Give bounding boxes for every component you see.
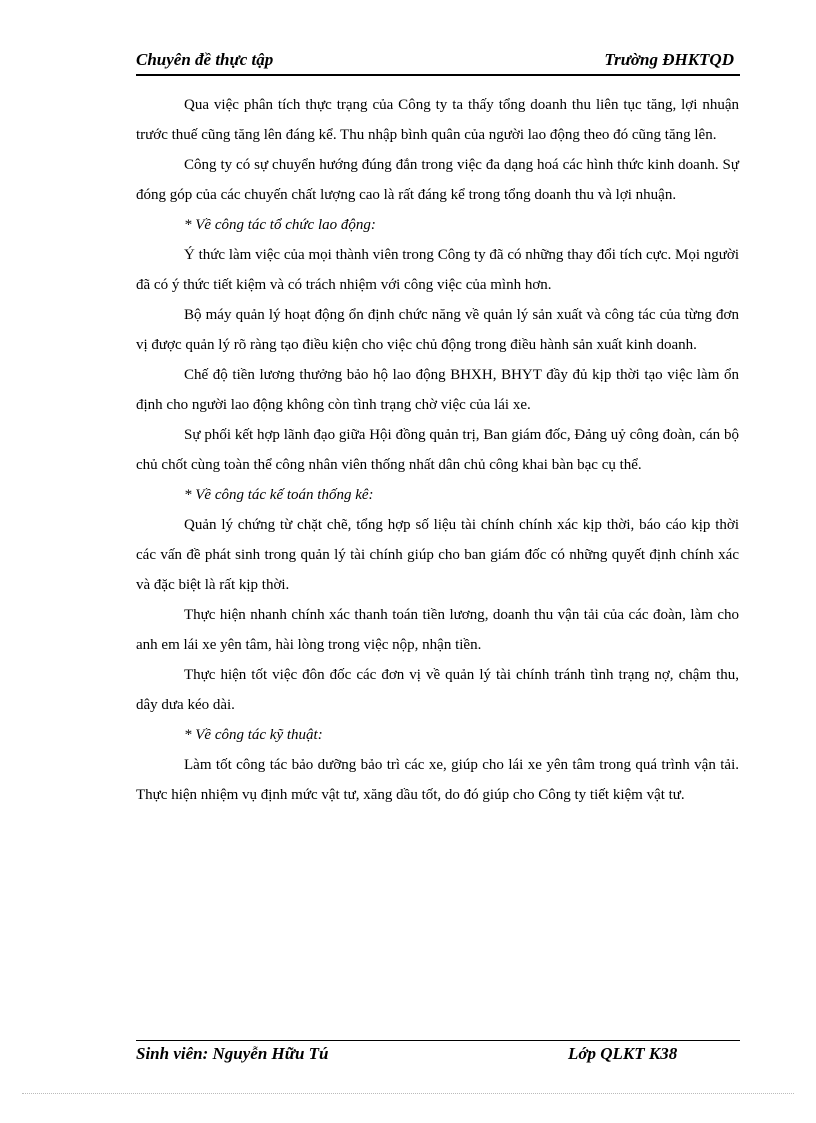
page-footer xyxy=(136,1040,740,1069)
paragraph: Quản lý chứng từ chặt chẽ, tổng hợp số liệu tài chính chính xác kịp thời, báo cáo kịp thời các vấn đề phát sinh trong quản lý tài chính giúp cho ban giám đốc có những quyết định chính xác và đặc biệt là rất kịp thời. xyxy=(136,517,739,593)
page-bottom-divider xyxy=(22,1093,794,1094)
section-heading: * Về công tác tổ chức lao động: xyxy=(184,217,376,233)
paragraph: Thực hiện tốt việc đôn đốc các đơn vị về quản lý tài chính tránh tình trạng nợ, chậm thu, dây dưa kéo dài. xyxy=(136,667,739,713)
document-body xyxy=(136,90,739,810)
paragraph: Thực hiện nhanh chính xác thanh toán tiền lương, doanh thu vận tải của các đoàn, làm cho anh em lái xe yên tâm, hài lòng trong việc nộp, nhận tiền. xyxy=(136,607,739,653)
paragraph: Làm tốt công tác bảo dưỡng bảo trì các xe, giúp cho lái xe yên tâm trong quá trình vận tải. Thực hiện nhiệm vụ định mức vật tư, xăng dầu tốt, do đó giúp cho Công ty tiết kiệm vật tư. xyxy=(136,757,739,803)
paragraph: Qua việc phân tích thực trạng của Công ty ta thấy tổng doanh thu liên tục tăng, lợi nhuận trước thuế cũng tăng lên đáng kể. Thu nhập bình quân của người lao động theo đó cũng tăng lên. xyxy=(136,97,739,143)
footer-class: Lớp QLKT K38 xyxy=(568,1044,678,1063)
paragraph: Sự phối kết hợp lãnh đạo giữa Hội đồng quản trị, Ban giám đốc, Đảng uỷ công đoàn, cán bộ chủ chốt cùng toàn thể công nhân viên thống nhất dân chủ công khai bàn bạc cụ thể. xyxy=(136,427,739,473)
page-header xyxy=(136,48,740,76)
header-school: Trường ĐHKTQD xyxy=(604,50,734,69)
footer-student: Sinh viên: Nguyễn Hữu Tú xyxy=(136,1044,329,1063)
paragraph: Chế độ tiền lương thưởng bảo hộ lao động BHXH, BHYT đầy đủ kịp thời tạo việc làm ổn định cho người lao động không còn tình trạng chờ việc của lái xe. xyxy=(136,367,739,413)
paragraph: Công ty có sự chuyển hướng đúng đắn trong việc đa dạng hoá các hình thức kinh doanh. Sự đóng góp của các chuyến chất lượng cao là rất đáng kể trong tổng doanh thu và lợi nhuận. xyxy=(136,157,739,203)
section-heading: * Về công tác kỹ thuật: xyxy=(184,727,323,743)
paragraph: Ý thức làm việc của mọi thành viên trong Công ty đã có những thay đổi tích cực. Mọi người đã có ý thức tiết kiệm và có trách nhiệm với công việc của mình hơn. xyxy=(136,247,739,293)
paragraph: Bộ máy quản lý hoạt động ổn định chức năng về quản lý sản xuất và công tác của từng đơn vị được quản lý rõ ràng tạo điều kiện cho việc chủ động trong điều hành sản xuất kinh doanh. xyxy=(136,307,739,353)
header-title: Chuyên đề thực tập xyxy=(136,50,274,69)
section-heading: * Về công tác kế toán thống kê: xyxy=(184,487,374,503)
